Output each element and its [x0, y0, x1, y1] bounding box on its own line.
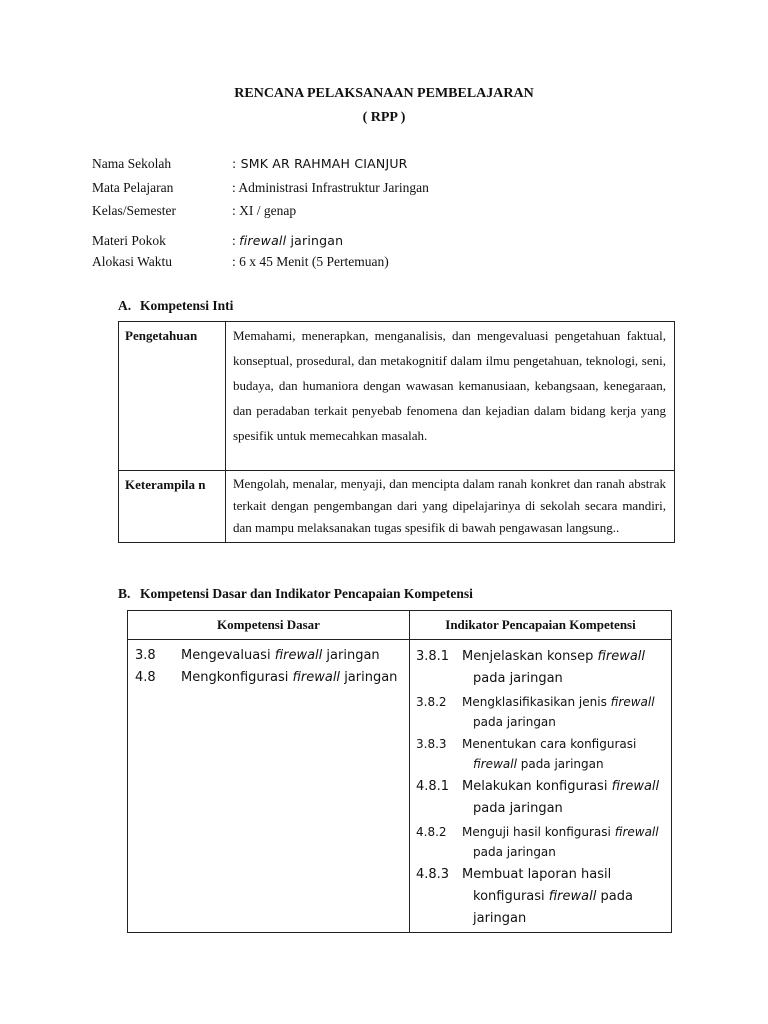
table-row	[128, 640, 672, 933]
identity-value: : firewall jaringan	[232, 233, 344, 248]
ipk-cell	[410, 640, 672, 933]
section-a-heading: A. Kompetensi Inti	[118, 298, 234, 313]
kd-cell	[128, 640, 410, 933]
identity-value: : XI / genap	[232, 203, 297, 218]
list-item: 4.8.2 Menguji hasil konfigurasi firewall pada jaringan	[416, 825, 659, 859]
list-item: 4.8.1 Melakukan konfigurasi firewall pada jaringan	[416, 779, 660, 816]
row-header: Pengetahuan	[119, 322, 226, 471]
identity-label: Materi Pokok	[92, 233, 166, 248]
kompetensi-inti-table	[118, 321, 675, 543]
list-item: 3.8.1 Menjelaskan konsep firewall pada jaringan	[416, 649, 646, 686]
row-header: Keterampila n	[119, 471, 226, 543]
list-item: 3.8 Mengevaluasi firewall jaringan	[135, 648, 380, 663]
row-content: Memahami, menerapkan, menganalisis, dan mengevaluasi pengetahuan faktual, konseptual, prosedural, dan metakognitif dalam ilmu pengetahuan, teknologi, seni, budaya, dan humaniora dengan wawasan kemanusiaan, kebangsaan, kenegaraan, dan peradaban terkait penyebab fenomena dan kejadian dalam bidang kerja yang spesifik untuk memecahkan masalah.	[226, 322, 675, 471]
column-header: Indikator Pencapaian Kompetensi	[410, 611, 672, 640]
identity-label: Nama Sekolah	[92, 156, 172, 171]
identity-label: Kelas/Semester	[92, 203, 176, 218]
identity-value: : Administrasi Infrastruktur Jaringan	[232, 180, 429, 195]
table-row	[119, 322, 675, 471]
section-b-heading: B. Kompetensi Dasar dan Indikator Pencapaian Kompetensi	[118, 586, 473, 601]
table-row	[119, 471, 675, 543]
identity-label: Alokasi Waktu	[92, 254, 173, 269]
list-item: 4.8.3 Membuat laporan hasil konfigurasi firewall pada jaringan	[416, 867, 633, 926]
identity-value: : SMK AR RAHMAH CIANJUR	[232, 156, 408, 171]
kompetensi-dasar-table	[127, 610, 672, 933]
identity-value: : 6 x 45 Menit (5 Pertemuan)	[232, 254, 389, 269]
identity-label: Mata Pelajaran	[92, 180, 174, 195]
row-content: Mengolah, menalar, menyaji, dan mencipta dalam ranah konkret dan ranah abstrak terkait dengan pengembangan dari yang dipelajarinya di sekolah secara mandiri, dan mampu melaksanakan tugas spesifik di bawah pengawasan langsung..	[226, 471, 675, 543]
column-header: Kompetensi Dasar	[128, 611, 410, 640]
document-title: RENCANA PELAKSANAAN PEMBELAJARAN	[234, 86, 534, 101]
document-subtitle: ( RPP )	[362, 110, 406, 125]
list-item: 3.8.3 Menentukan cara konfigurasi firewall pada jaringan	[416, 737, 637, 771]
table-header-row	[128, 611, 672, 640]
list-item: 3.8.2 Mengklasifikasikan jenis firewall pada jaringan	[416, 695, 655, 729]
list-item: 4.8 Mengkonfigurasi firewall jaringan	[135, 670, 398, 685]
